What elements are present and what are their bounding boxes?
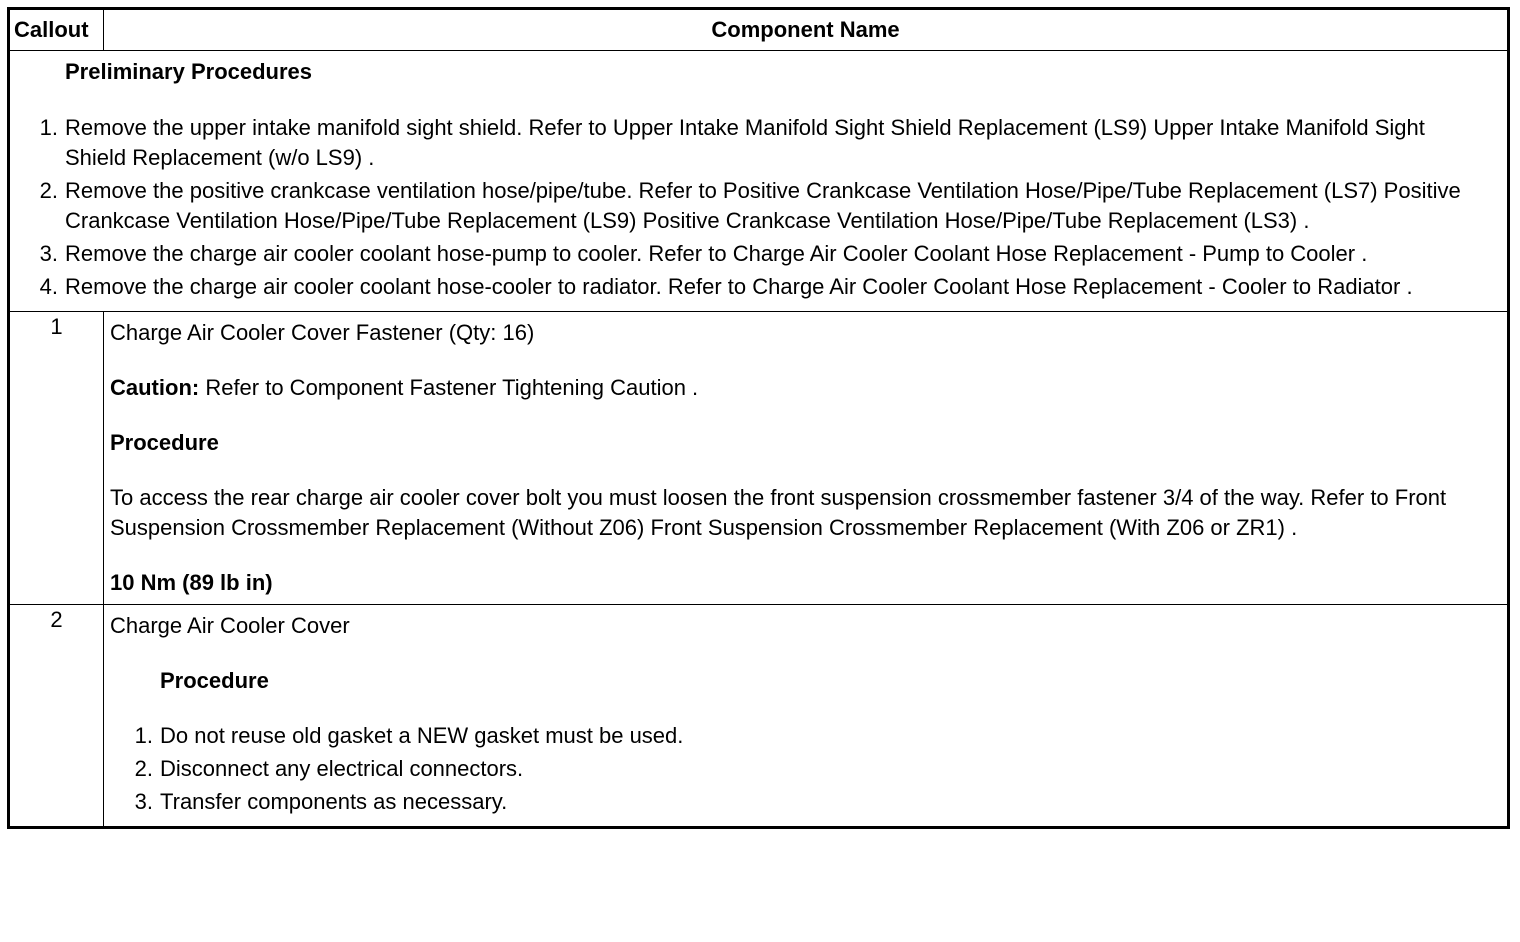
step-text: Transfer components as necessary.	[160, 789, 508, 814]
preliminary-row	[9, 51, 1509, 312]
list-item	[134, 754, 1477, 784]
preliminary-title: Preliminary Procedures	[65, 59, 313, 84]
step-text: Remove the charge air cooler coolant hose-pump to cooler. Refer to Charge Air Cooler Coolant Hose Replacement - Pump to Cooler .	[65, 241, 1368, 266]
step-number: 2.	[134, 756, 153, 781]
caution-label: Caution:	[110, 375, 200, 400]
list-item	[39, 113, 1487, 173]
procedure-steps	[110, 721, 1477, 817]
table-header-row	[9, 9, 1509, 51]
component-name-column-header: Component Name	[104, 9, 1509, 51]
component-name: Charge Air Cooler Cover Fastener (Qty: 16)	[110, 320, 535, 345]
callout-column-header: Callout	[9, 9, 104, 51]
component-name: Charge Air Cooler Cover	[110, 613, 350, 638]
step-text: Remove the charge air cooler coolant hose-cooler to radiator. Refer to Charge Air Cooler Coolant Hose Replacement - Cooler to Radiator .	[65, 274, 1413, 299]
preliminary-cell	[9, 51, 1509, 312]
step-number: 1.	[134, 723, 153, 748]
list-item	[134, 787, 1477, 817]
procedure-heading: Procedure	[110, 430, 219, 455]
procedure-table	[7, 7, 1510, 829]
step-number: 3.	[134, 789, 153, 814]
preliminary-steps	[28, 113, 1487, 302]
torque-spec: 10 Nm (89 lb in)	[110, 570, 273, 595]
list-item	[39, 176, 1487, 236]
callout-number: 2	[9, 605, 104, 828]
step-text: Do not reuse old gasket a NEW gasket must be used.	[160, 723, 684, 748]
step-text: Remove the positive crankcase ventilation hose/pipe/tube. Refer to Positive Crankcase Ventilation Hose/Pipe/Tube Replacement (LS7) Positive Crankcase Ventilation Hose/Pipe/Tube Replacement (LS9) Positive Crankcase Ventilation Hose/Pipe/Tube Replacement (LS3) .	[65, 178, 1461, 233]
step-text: Remove the upper intake manifold sight shield. Refer to Upper Intake Manifold Sight Shield Replacement (LS9) Upper Intake Manifold Sight Shield Replacement (w/o LS9) .	[65, 115, 1425, 170]
list-item	[39, 272, 1487, 302]
component-cell	[104, 605, 1509, 828]
callout-number: 1	[9, 312, 104, 605]
component-cell	[104, 312, 1509, 605]
table-row	[9, 312, 1509, 605]
procedure-heading: Procedure	[160, 668, 269, 693]
procedure-text: To access the rear charge air cooler cover bolt you must loosen the front suspension crossmember fastener 3/4 of the way. Refer to Front Suspension Crossmember Replacement (Without Z06) Front Suspension Crossmember Replacement (With Z06 or ZR1) .	[110, 485, 1447, 540]
step-number: 1.	[39, 115, 58, 140]
step-number: 3.	[39, 241, 58, 266]
step-number: 4.	[39, 274, 58, 299]
step-text: Disconnect any electrical connectors.	[160, 756, 524, 781]
list-item	[134, 721, 1477, 751]
list-item	[39, 239, 1487, 269]
caution-note	[110, 373, 1477, 403]
table-row	[9, 605, 1509, 828]
step-number: 2.	[39, 178, 58, 203]
caution-text: Refer to Component Fastener Tightening Caution .	[199, 375, 699, 400]
